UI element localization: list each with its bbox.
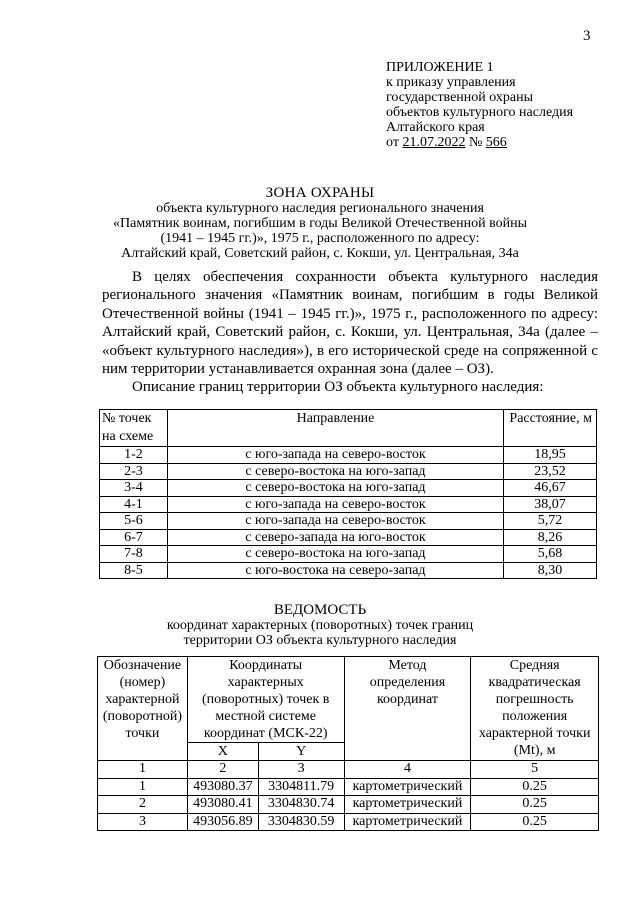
boundary-header-row [100, 410, 597, 447]
y-cell: 3304830.74 [258, 796, 344, 814]
table-row [100, 496, 597, 513]
distance-cell: 8,26 [504, 529, 597, 546]
column-number: 4 [344, 761, 471, 779]
direction-header: Направление [167, 410, 503, 447]
error-cell: 0.25 [471, 796, 599, 814]
points-cell: 2-3 [100, 463, 168, 480]
distance-cell: 23,52 [504, 463, 597, 480]
statement-line-1: координат характерных (поворотных) точек границ [166, 618, 474, 633]
table-row [100, 546, 597, 563]
direction-cell: с юго-востока на северо-запад [167, 562, 503, 579]
statement-header [0, 603, 640, 648]
order-number: 566 [485, 135, 507, 150]
y-cell: 3304830.59 [258, 813, 344, 831]
y-cell: 3304811.79 [258, 778, 344, 796]
distance-cell: 8,30 [504, 562, 597, 579]
zone-line-4: Алтайский край, Советский район, с. Кокши, ул. Центральная, 34а [121, 246, 519, 261]
method-header: Метод определения координат [344, 657, 471, 761]
table-row [100, 463, 597, 480]
points-cell: 7-8 [100, 546, 168, 563]
table-row [98, 813, 599, 831]
appendix-line-2: государственной охраны [386, 90, 534, 105]
distance-cell: 5,68 [504, 546, 597, 563]
table-row [100, 529, 597, 546]
intro-text [102, 268, 598, 397]
points-cell: 3-4 [100, 480, 168, 497]
table-row [100, 480, 597, 497]
column-numbers-row [98, 761, 599, 779]
direction-cell: с северо-востока на юго-запад [167, 480, 503, 497]
order-date: 21.07.2022 [402, 135, 466, 150]
coordinates-table [97, 656, 599, 831]
appendix-line-3: объектов культурного наследия [386, 105, 574, 120]
method-cell: картометрический [344, 796, 471, 814]
x-cell: 493080.41 [187, 796, 258, 814]
statement-line-2: территории ОЗ объекта культурного наследия [183, 633, 457, 648]
boundary-description: Описание границ территории ОЗ объекта культурного наследия: [132, 379, 544, 396]
distance-cell: 38,07 [504, 496, 597, 513]
points-cell: 4-1 [100, 496, 168, 513]
zone-title: ЗОНА ОХРАНЫ [265, 185, 375, 201]
table-row [100, 447, 597, 464]
date-prefix: от [386, 135, 399, 150]
column-number: 2 [187, 761, 258, 779]
zone-header [0, 186, 640, 261]
points-header: № точек на схеме [100, 410, 168, 447]
direction-cell: с юго-запада на северо-восток [167, 447, 503, 464]
coords-header-row [98, 657, 599, 743]
direction-cell: с северо-запада на юго-восток [167, 529, 503, 546]
direction-cell: с юго-запада на северо-восток [167, 496, 503, 513]
appendix-date-line [386, 135, 573, 150]
y-header: Y [258, 743, 344, 761]
designation-header: Обозначение (номер) характерной (поворотной) точки [98, 657, 188, 761]
appendix-title: ПРИЛОЖЕНИЕ 1 [386, 60, 494, 75]
column-number: 5 [471, 761, 599, 779]
column-number: 1 [98, 761, 188, 779]
distance-cell: 18,95 [504, 447, 597, 464]
x-header: X [187, 743, 258, 761]
point-cell: 3 [98, 813, 188, 831]
table-row [98, 796, 599, 814]
method-cell: картометрический [344, 778, 471, 796]
column-number: 3 [258, 761, 344, 779]
direction-cell: с северо-востока на юго-запад [167, 546, 503, 563]
appendix-line-4: Алтайского края [386, 120, 485, 135]
direction-cell: с юго-запада на северо-восток [167, 513, 503, 530]
error-cell: 0.25 [471, 778, 599, 796]
statement-title: ВЕДОМОСТЬ [273, 602, 367, 618]
coordinates-header: Координаты характерных (поворотных) точек в местной системе координат (МСК-22) [187, 657, 344, 743]
points-cell: 8-5 [100, 562, 168, 579]
zone-line-3: (1941 – 1945 гг.)», 1975 г., расположенного по адресу: [160, 231, 480, 246]
error-cell: 0.25 [471, 813, 599, 831]
x-cell: 493080.37 [187, 778, 258, 796]
appendix-block [386, 60, 573, 150]
appendix-line-1: к приказу управления [386, 75, 516, 90]
boundary-table [99, 409, 597, 579]
error-header: Средняя квадратическая погрешность положения характерной точки (Mt), м [471, 657, 599, 761]
table-row [100, 562, 597, 579]
zone-line-1: объекта культурного наследия регионального значения [156, 201, 484, 216]
number-prefix: № [468, 135, 483, 150]
table-row [100, 513, 597, 530]
zone-line-2: «Памятник воинам, погибшим в годы Великой Отечественной войны [113, 216, 527, 231]
distance-header: Расстояние, м [504, 410, 597, 447]
points-cell: 5-6 [100, 513, 168, 530]
method-cell: картометрический [344, 813, 471, 831]
distance-cell: 46,67 [504, 480, 597, 497]
page-number: 3 [583, 28, 591, 44]
point-cell: 1 [98, 778, 188, 796]
intro-paragraph: В целях обеспечения сохранности объекта культурного наследия регионального значения «Памятник воинам, погибшим в годы Великой Отечественной войны (1941 – 1945 гг.)», 1975 г., расположенного по адресу: Алтайский край, Советский район, с. Кокши, ул. Центральная, 34а (далее – «объект культурного наследия»), в его исторической среде на сопряженной с ним территории устанавливается охранная зона (далее – ОЗ). [102, 269, 598, 378]
point-cell: 2 [98, 796, 188, 814]
x-cell: 493056.89 [187, 813, 258, 831]
points-cell: 1-2 [100, 447, 168, 464]
table-row [98, 778, 599, 796]
points-cell: 6-7 [100, 529, 168, 546]
distance-cell: 5,72 [504, 513, 597, 530]
direction-cell: с северо-востока на юго-запад [167, 463, 503, 480]
